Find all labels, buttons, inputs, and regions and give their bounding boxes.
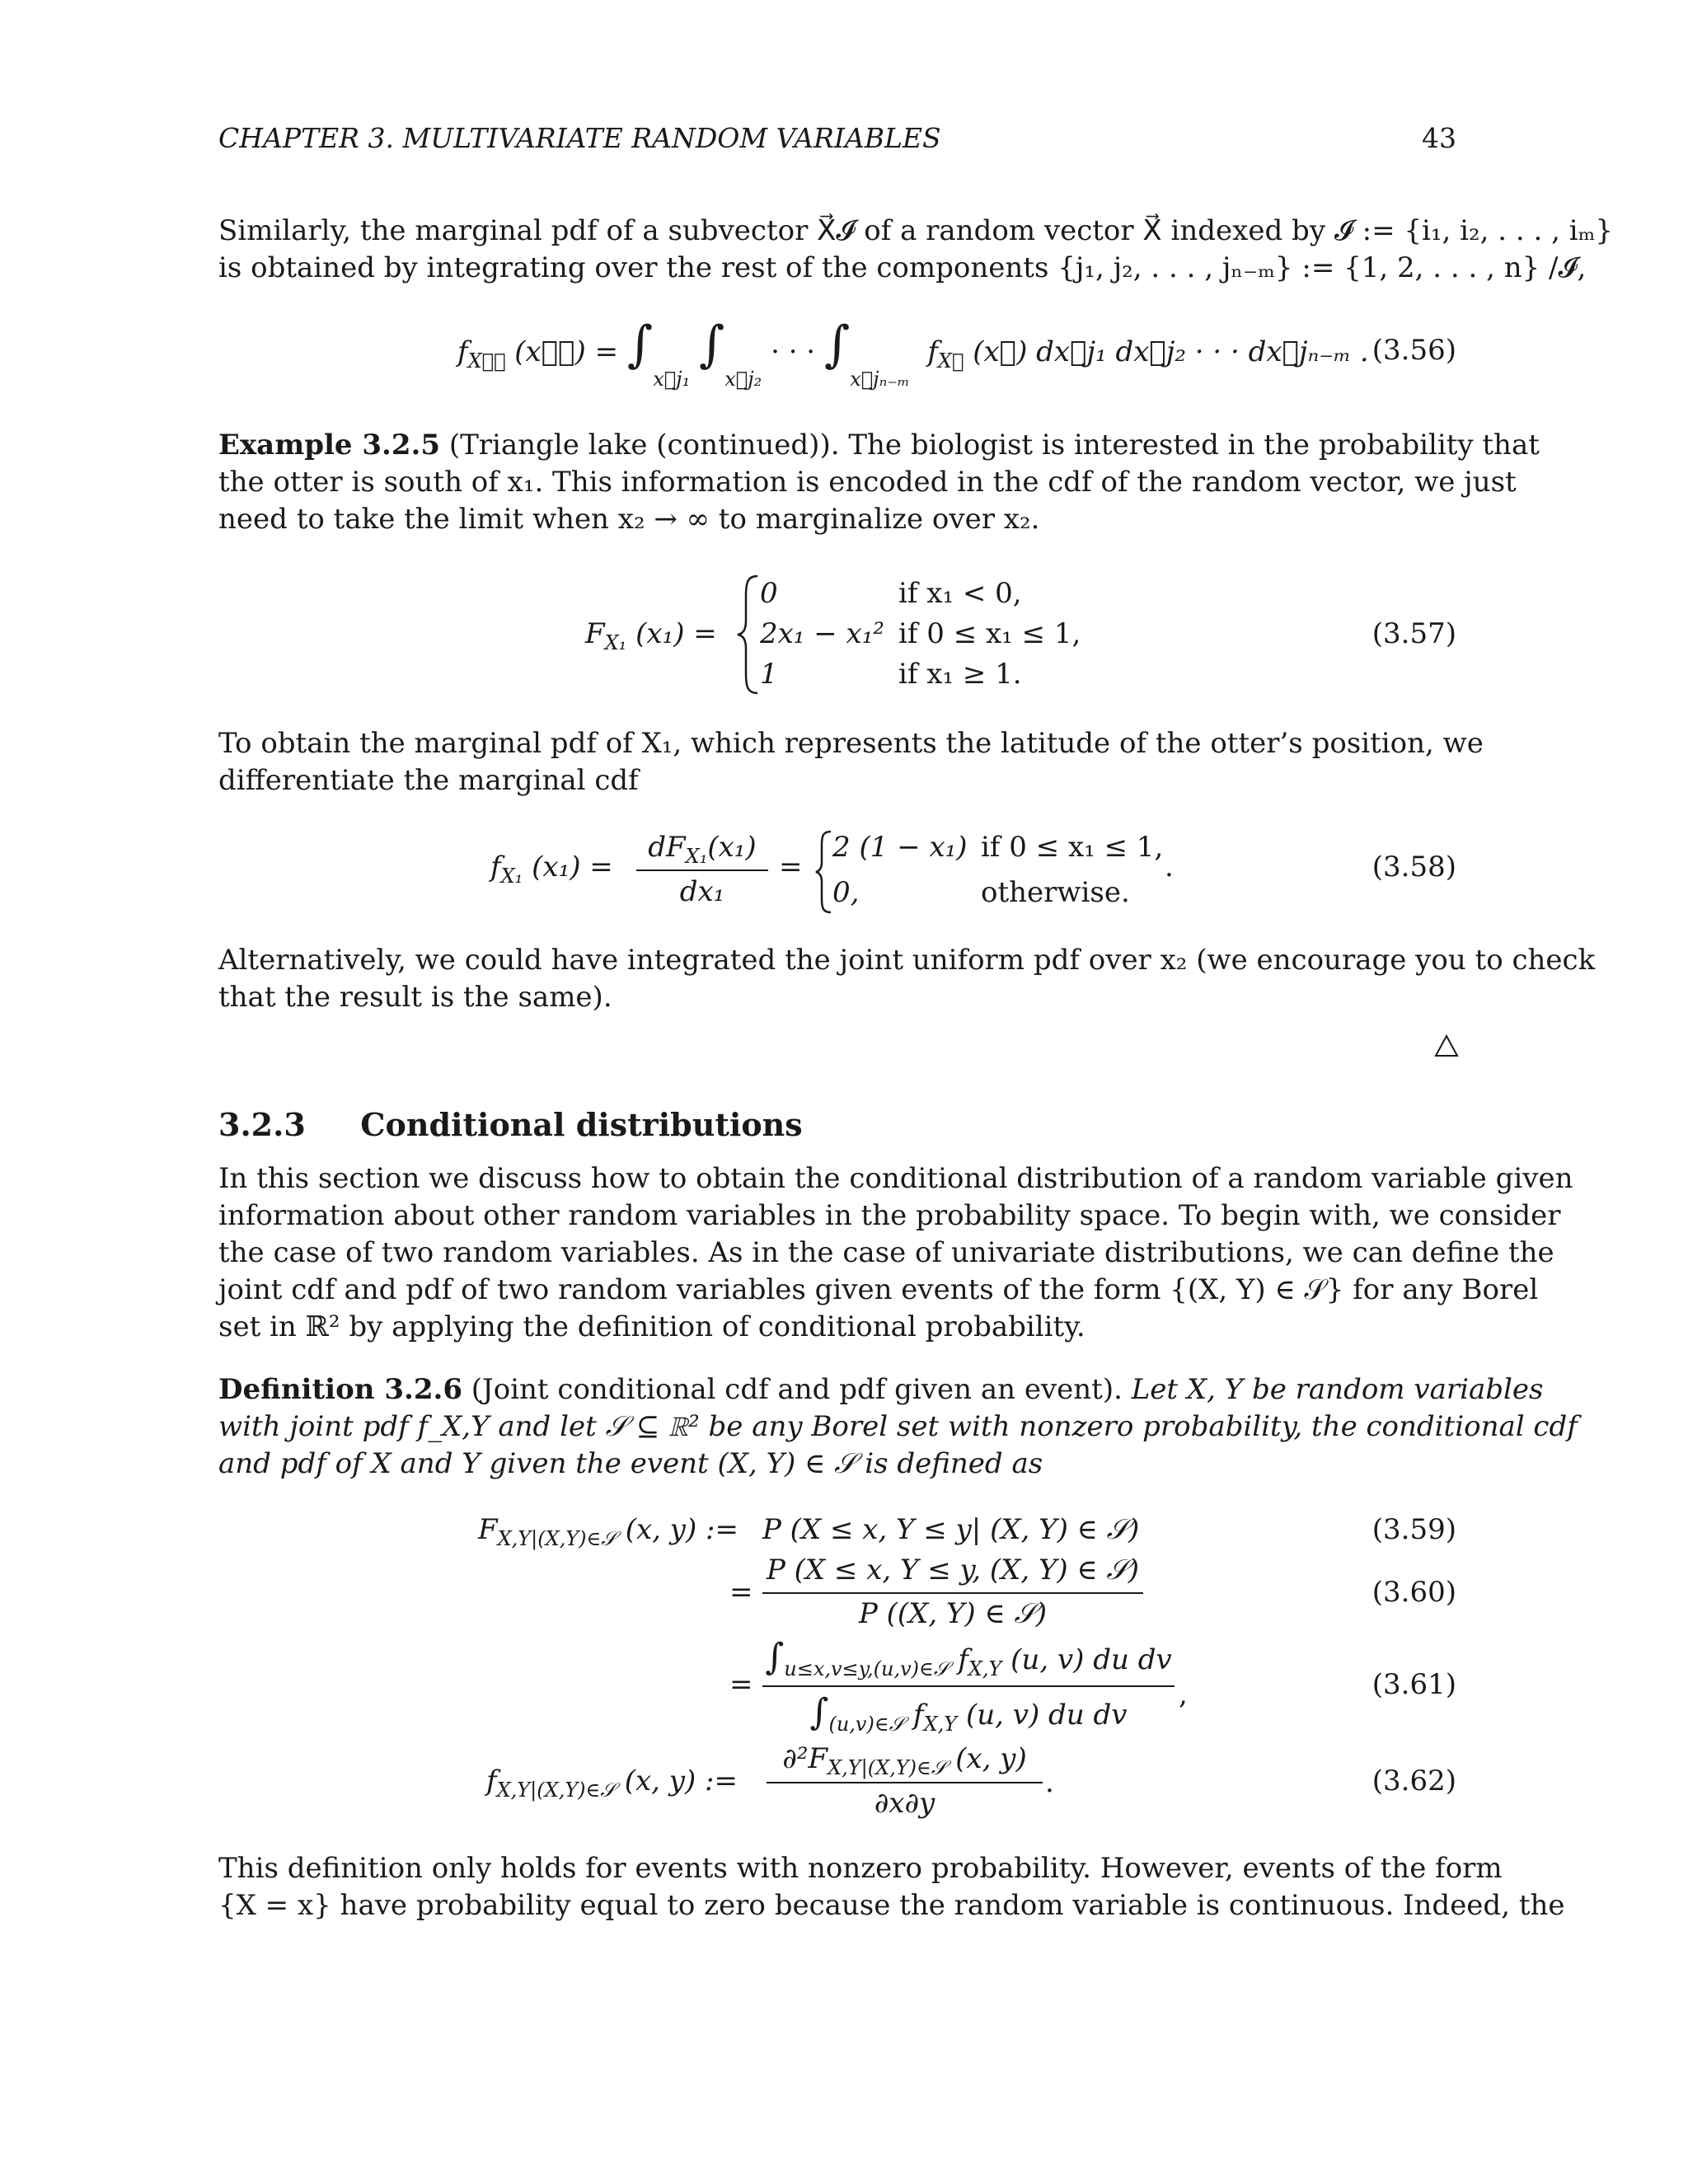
paragraph-line: and pdf of X and Y given the event (X, Y) ∈ 𝒮 is defined as [218,1447,1043,1480]
paragraph-line: Alternatively, we could have integrated the joint uniform pdf over x₂ (we encourage you to check [218,944,1596,977]
paragraph-line: the case of two random variables. As in the case of univariate distributions, we can define the [218,1236,1554,1269]
paragraph-line: To obtain the marginal pdf of X₁, which represents the latitude of the otter’s position, we [218,727,1484,760]
fraction-denominator: P ((X, Y) ∈ 𝒮) [858,1597,1048,1630]
equation-number: (3.59) [1372,1513,1456,1546]
fraction-bar [762,1592,1143,1594]
fraction-numerator: $dF_{X_1}(x_1)$ [648,831,757,868]
paragraph-line: with joint pdf f_X,Y and let 𝒮 ⊆ ℝ² be any Borel set with nonzero probability, the conditional cdf [218,1410,1578,1443]
definition-title: (Joint conditional cdf and pdf given an event). [471,1373,1123,1406]
integral-sign: ∫ [823,316,851,373]
fraction-bar [767,1782,1043,1783]
case-condition: if 0 ≤ x₁ ≤ 1, [981,831,1164,864]
example-paragraph: Example 3.2.5 (Triangle lake (continued)). The biologist is interested in the probability that the otter is south of x₁. This information is encoded in the cdf of the random vector, we just need to take the limit when x₂ → ∞ to marginalize over x₂. [218,427,1456,538]
example-title: (Triangle lake (continued)). [448,429,840,462]
fraction-numerator: P (X ≤ x, Y ≤ y, (X, Y) ∈ 𝒮) [766,1554,1140,1586]
end-of-example-icon [1434,1034,1459,1061]
example-label: Example 3.2.5 [218,429,440,462]
equals-sign: = [779,851,803,883]
case-value: 2x₁ − x₁² [760,617,884,650]
paragraph-line: This definition only holds for events with nonzero probability. However, events of the form [218,1852,1503,1885]
section-title: Conditional distributions [360,1106,803,1143]
paragraph-line: joint cdf and pdf of two random variables given events of the form {(X, Y) ∈ 𝒮} for any Borel [218,1273,1539,1306]
equation-3-58-lhs: $f_{X_1}$ (x₁) = [490,851,613,888]
fraction-numerator: $\int_{u\le x,v\le y,(u,v)\in 𝒮}$ $f_{X,Y}$ (u, v) du dv [765,1636,1172,1680]
paragraph [218,942,1596,1016]
paragraph-line: is obtained by integrating over the rest of the components {j₁, j₂, . . . , jₙ₋ₘ} := {1, 2, . . . , n} /𝓘, [218,251,1587,284]
case-value: 0 [760,577,778,610]
equation-number: (3.61) [1372,1668,1456,1701]
fraction-bar [636,869,768,871]
paragraph-line: that the result is the same). [218,981,612,1014]
equation-number: (3.57) [1372,617,1456,650]
fraction-numerator: $\partial^2F_{X,Y|(X,Y)\in 𝒮}$ (x, y) [782,1742,1027,1779]
period: . [1045,1766,1054,1799]
fraction-denominator: ∂x∂y [874,1787,935,1820]
paragraph [218,725,1484,799]
equation-3-57-lhs: $F_{X_1}$ (x₁) = [585,617,717,654]
case-condition: otherwise. [981,876,1130,909]
paragraph-line: Similarly, the marginal pdf of a subvector X⃗𝓘 of a random vector X⃗ indexed by 𝓘 := {i₁, i₂, . . . , iₘ} [218,214,1614,247]
running-header [218,122,1456,154]
paragraph-line: In this section we discuss how to obtain the conditional distribution of a random variable given [218,1162,1573,1195]
definition-paragraph: Definition 3.2.6 (Joint conditional cdf and pdf given an event). Let X, Y be random variables with joint pdf f_X,Y and let 𝒮 ⊆ ℝ² be any Borel set with nonzero probability, the conditional cdf and pdf of X and Y given the event (X, Y) ∈ 𝒮 is defined as [218,1371,1456,1483]
equation-number: (3.56) [1372,334,1456,367]
period: . [1165,851,1174,883]
fraction-denominator: dx₁ [679,875,725,908]
comma: , [1179,1678,1188,1711]
integral-sign: ∫ [699,316,725,373]
equals-sign: = [729,1668,753,1701]
left-brace [814,829,834,915]
equals-sign: = [729,1576,753,1609]
definition-label: Definition 3.2.6 [218,1373,462,1406]
equation-3-56: $f_{X⃗𝓘}$ (x⃗𝓘) = $\int_{x⃗j_1}$ $\int_{x⃗j_2}$ · · · $\int_{x⃗j_{n-m}}$ $f_{X⃗}$ (x⃗) dx⃗j₁ dx⃗j₂ · · · dx⃗jₙ₋ₘ . [457,316,1369,391]
fraction-denominator: $\int_{(u,v)\in 𝒮}$ $f_{X,Y}$ (u, v) du dv [809,1691,1128,1736]
chapter-title: CHAPTER 3. MULTIVARIATE RANDOM VARIABLES [218,122,941,154]
paragraph-line: differentiate the marginal cdf [218,764,639,797]
paragraph [218,1160,1573,1346]
case-value: 1 [760,658,778,691]
paragraph [218,1850,1565,1924]
fraction-bar [762,1685,1175,1687]
paragraph-line: set in ℝ² by applying the definition of conditional probability. [218,1310,1085,1343]
case-value: 0, [832,876,860,909]
page-number: 43 [1422,122,1456,154]
equation-number: (3.62) [1372,1765,1456,1797]
equation-number: (3.60) [1372,1576,1456,1609]
section-heading [218,1106,803,1143]
equation-3-62-lhs: $f_{X,Y|(X,Y)\in 𝒮}$ (x, y) := [486,1765,738,1802]
equation-rhs: P (X ≤ x, Y ≤ y| (X, Y) ∈ 𝒮) [762,1513,1140,1546]
left-brace [736,573,761,696]
equation-number: (3.58) [1372,851,1456,883]
paragraph-line: the otter is south of x₁. This information is encoded in the cdf of the random vector, we just [218,466,1517,499]
integral-sign: ∫ [626,316,654,373]
case-value: 2 (1 − x₁) [832,831,968,864]
case-condition: if x₁ ≥ 1. [898,658,1022,691]
section-number: 3.2.3 [218,1106,306,1143]
case-condition: if 0 ≤ x₁ ≤ 1, [898,617,1081,650]
paragraph-line: {X = x} have probability equal to zero because the random variable is continuous. Indeed, the [218,1889,1565,1922]
paragraph-line: need to take the limit when x₂ → ∞ to marginalize over x₂. [218,503,1040,536]
case-condition: if x₁ < 0, [898,577,1022,610]
intro-paragraph [218,213,1614,287]
equation-3-59-lhs: $F_{X,Y|(X,Y)\in 𝒮}$ (x, y) := [478,1513,738,1550]
paragraph-line: information about other random variables in the probability space. To begin with, we consider [218,1199,1561,1232]
